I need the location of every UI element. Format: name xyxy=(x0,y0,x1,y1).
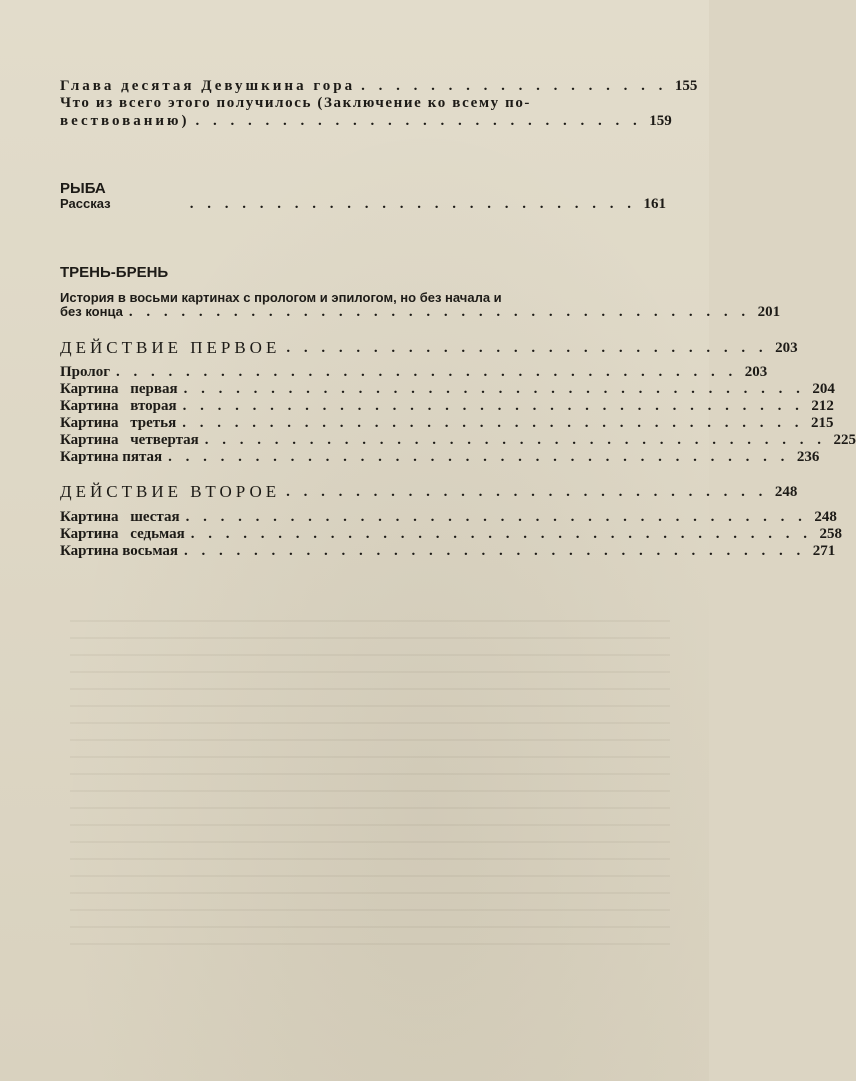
toc-entry-prologue[interactable] xyxy=(60,364,768,380)
toc-entry-label: Картина четвертая xyxy=(60,432,199,448)
toc-page-number: 159 xyxy=(649,113,672,129)
leader-dots: . . . . . . . . . . . . . . . . . . . . . . . . . . . . . . . . . . . . xyxy=(204,432,827,448)
toc-entry-label: Пролог xyxy=(60,364,111,380)
toc-entry-label: Картина третья xyxy=(60,415,177,431)
leader-dots: . . . . . . . . . . . . . . . . . . . . . . . . . . . . . . . . . . . . xyxy=(168,449,790,465)
bleed-through-text xyxy=(70,620,670,960)
toc-entry-label: Картина вторая xyxy=(60,398,177,414)
leader-dots: . . . . . . . . . . . . . . . . . . . . . . . . . . . . . . . . . . . . xyxy=(184,543,806,559)
leader-dots: . . . . . . . . . . . . . . . . . . . . . . . . . . . . . . . . . . . . xyxy=(190,526,813,542)
toc-entry-label: вествованию) xyxy=(60,113,190,129)
toc-entry-act-two[interactable] xyxy=(60,482,798,501)
toc-page-number: 248 xyxy=(774,484,798,500)
toc-page-number: 215 xyxy=(810,415,834,431)
toc-entry-chapter-ten[interactable] xyxy=(60,78,698,94)
toc-entry-scene-one[interactable] xyxy=(60,381,835,397)
toc-page-number: 212 xyxy=(811,398,834,414)
toc-entry-scene-three[interactable] xyxy=(60,415,834,431)
toc-entry-scene-seven[interactable] xyxy=(60,526,843,542)
section-title-tren-bren: ТРЕНЬ-БРЕНЬ xyxy=(60,264,169,281)
toc-page-number: 203 xyxy=(744,364,768,380)
toc-entry-scene-two[interactable] xyxy=(60,398,834,414)
toc-entry-conclusion[interactable] xyxy=(60,113,672,129)
toc-entry-label: Картина пятая xyxy=(60,449,163,465)
toc-entry-conclusion-line1: Что из всего этого получилось (Заключение ко всему по- xyxy=(60,95,532,111)
toc-entry-label: Картина шестая xyxy=(60,509,180,525)
toc-entry-label: Рассказ xyxy=(60,196,111,211)
toc-entry-tren-bren-line1: История в восьми картинах с прологом и эпилогом, но без начала и xyxy=(60,290,502,305)
toc-entry-tren-bren[interactable] xyxy=(60,304,781,320)
toc-entry-label: Глава десятая Девушкина гора xyxy=(60,78,356,94)
leader-dots: . . . . . . . . . . . . . . . . . . . . . . . . . . . . xyxy=(286,340,768,356)
toc-entry-act-one[interactable] xyxy=(60,338,798,357)
leader-dots: . . . . . . . . . . . . . . . . . . . . . . . . . . . . . . . . . . . . xyxy=(182,415,804,431)
toc-page-number: 225 xyxy=(833,432,856,448)
leader-dots: . . . . . . . . . . . . . . . . . . . . . . . . . . . . . . . . . . . . xyxy=(182,398,804,414)
toc-entry-scene-six[interactable] xyxy=(60,509,837,525)
leader-dots: . . . . . . . . . . . . . . . . . . . . . . . . . . xyxy=(189,196,636,212)
toc-page-number: 203 xyxy=(775,340,798,356)
leader-dots: . . . . . . . . . . . . . . . . . . . . . . . . . . . . . . . . . . . . xyxy=(116,364,738,380)
toc-entry-scene-four[interactable] xyxy=(60,432,856,448)
leader-dots: . . . . . . . . . . . . . . . . . . . . . . . . . . xyxy=(195,113,642,129)
leader-dots: . . . . . . . . . . . . . . . . . . . . . . . . . . . . xyxy=(286,484,768,500)
leader-dots: . . . . . . . . . . . . . . . . . . . . . . . . . . . . . . . . . . . . xyxy=(185,509,807,525)
section-title-ryba: РЫБА xyxy=(60,180,106,197)
toc-page-number: 236 xyxy=(796,449,820,465)
toc-page-number: 258 xyxy=(819,526,843,542)
leader-dots: . . . . . . . . . . . . . . . . . . xyxy=(361,78,668,94)
toc-entry-label: Картина седьмая xyxy=(60,526,185,542)
leader-dots: . . . . . . . . . . . . . . . . . . . . . . . . . . . . . . . . . . . . xyxy=(183,381,805,397)
toc-page-number: 204 xyxy=(812,381,835,397)
toc-entry-label: ДЕЙСТВИЕ ВТОРОЕ xyxy=(60,482,281,501)
toc-entry-ryba-story[interactable] xyxy=(60,196,666,212)
toc-entry-scene-eight[interactable] xyxy=(60,543,836,559)
toc-entry-label: Картина первая xyxy=(60,381,178,397)
toc-entry-label: Картина восьмая xyxy=(60,543,179,559)
toc-entry-label: без конца xyxy=(60,304,123,319)
toc-page-number: 248 xyxy=(814,509,837,525)
toc-page-number: 155 xyxy=(674,78,698,94)
toc-page-number: 271 xyxy=(812,543,836,559)
toc-page-number: 201 xyxy=(757,304,781,320)
toc-entry-label: ДЕЙСТВИЕ ПЕРВОЕ xyxy=(60,338,281,357)
toc-entry-scene-five[interactable] xyxy=(60,449,820,465)
toc-page-number: 161 xyxy=(643,196,666,212)
leader-dots: . . . . . . . . . . . . . . . . . . . . . . . . . . . . . . . . . . . . xyxy=(128,304,751,320)
